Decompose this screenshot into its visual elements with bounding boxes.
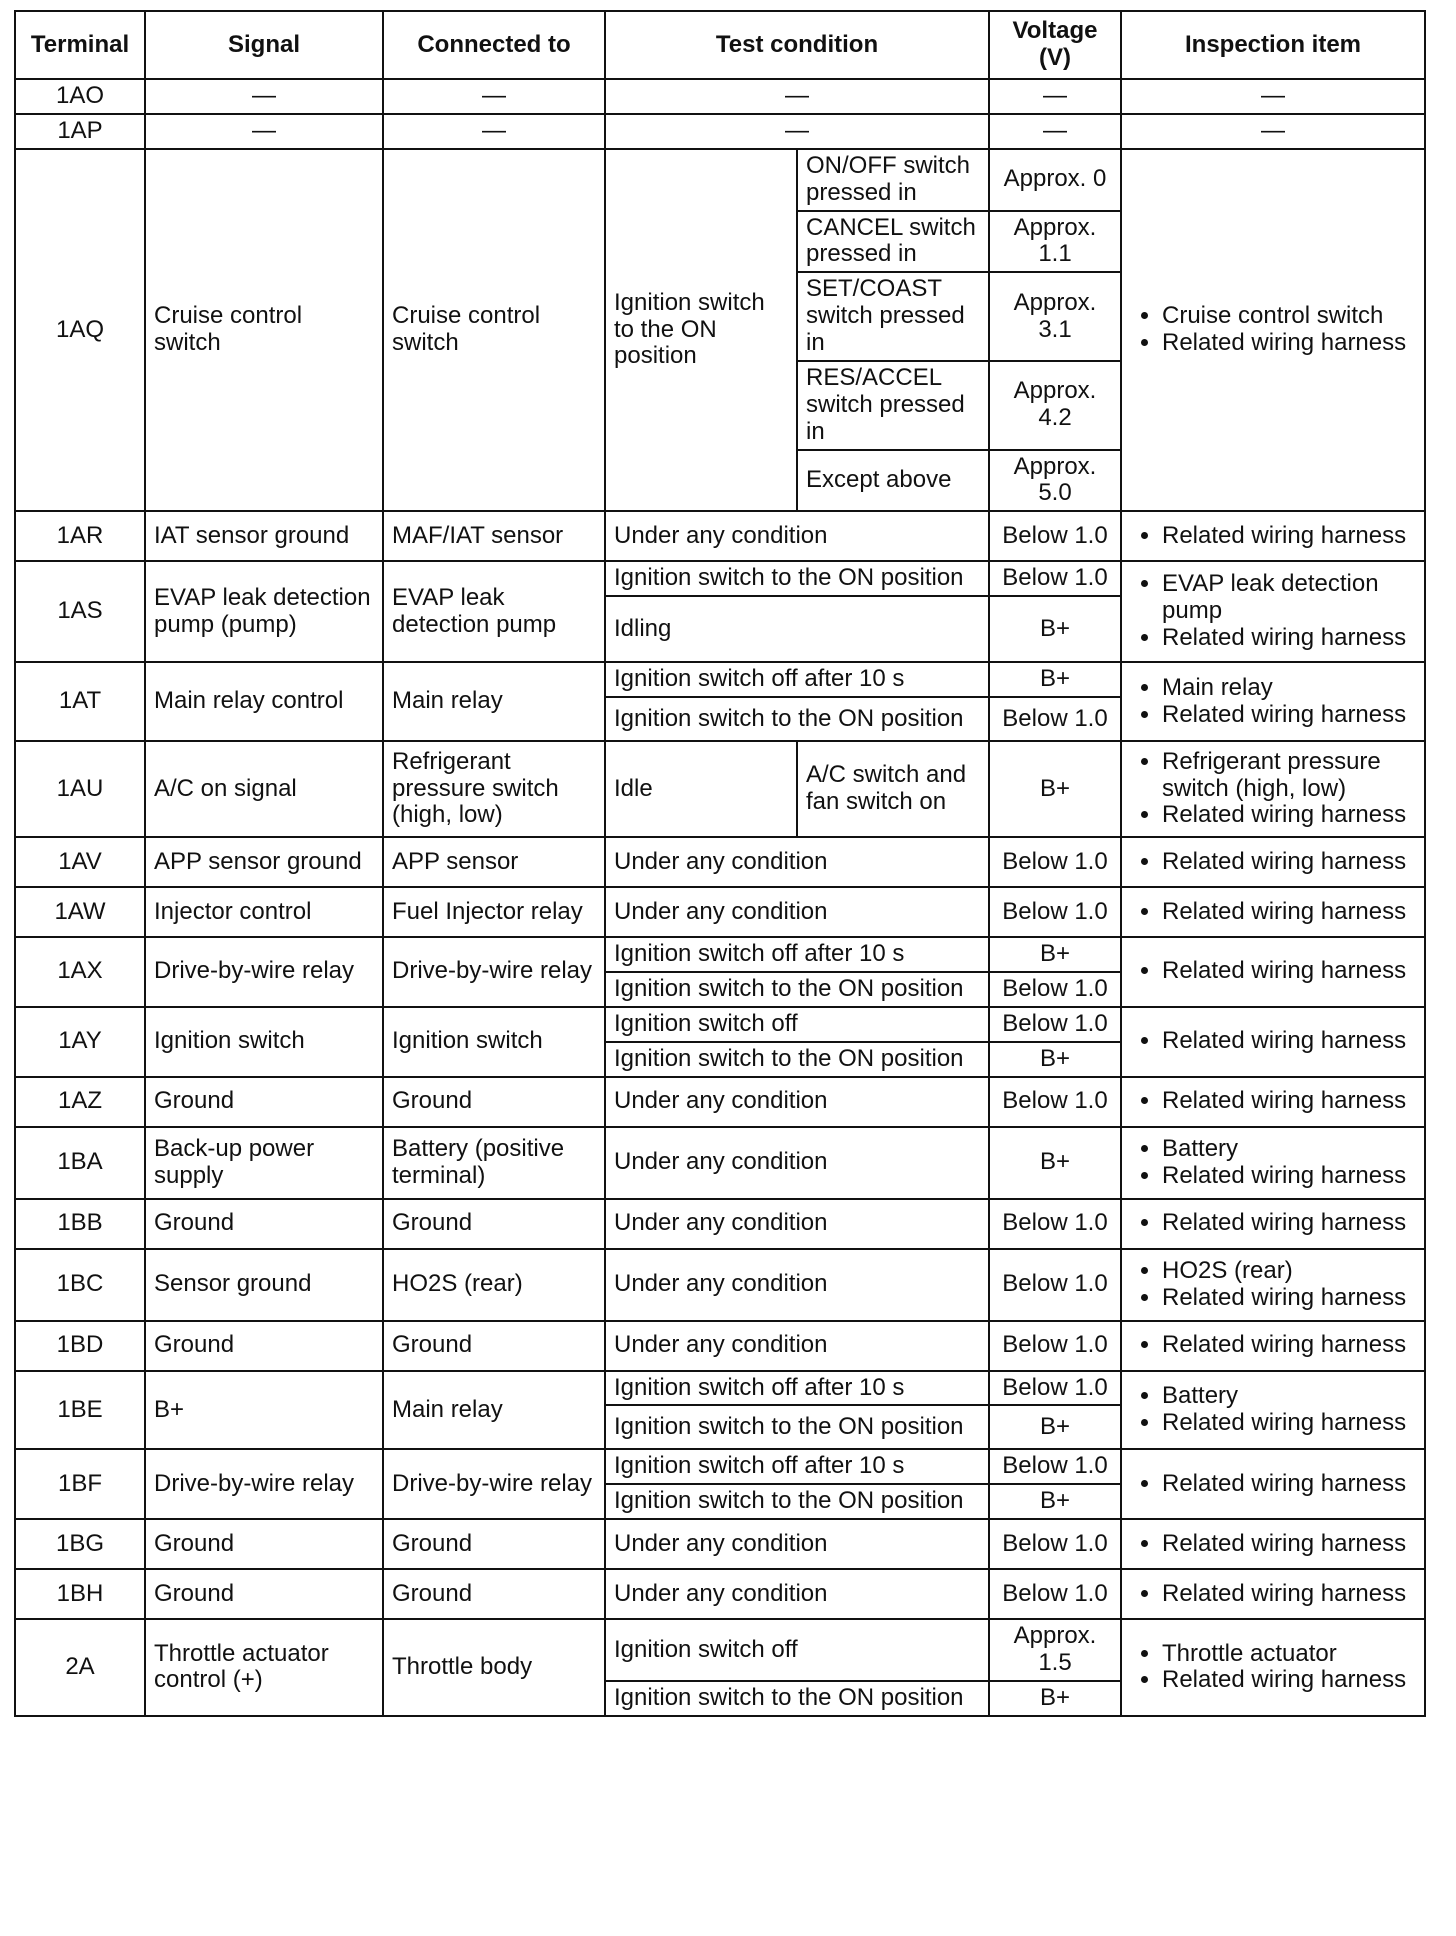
table-row <box>15 149 1425 211</box>
terminal-cell: 1AQ <box>15 149 145 512</box>
test-condition-cell: — <box>605 114 989 149</box>
voltage-cell: Below 1.0 <box>989 1449 1121 1484</box>
test-condition-cell: A/C switch and fan switch on <box>797 741 989 837</box>
table-row <box>15 1007 1425 1042</box>
voltage-cell: B+ <box>989 662 1121 697</box>
test-condition-cell: — <box>605 79 989 114</box>
table-row <box>15 937 1425 972</box>
table-row <box>15 1199 1425 1249</box>
inspection-item: • Refrigerant pressure switch (high, low) <box>1162 749 1420 803</box>
test-condition-cell: Under any condition <box>605 1569 989 1619</box>
signal-cell: Ignition switch <box>145 1007 383 1077</box>
test-condition-cell: Ignition switch off after 10 s <box>605 1371 989 1406</box>
voltage-cell: Below 1.0 <box>989 887 1121 937</box>
inspection-list <box>1132 1383 1420 1437</box>
terminal-cell: 1BE <box>15 1371 145 1450</box>
terminal-cell: 1AW <box>15 887 145 937</box>
inspection-list <box>1132 1471 1420 1498</box>
terminal-cell: 1AX <box>15 937 145 1007</box>
terminal-cell: 1BA <box>15 1127 145 1199</box>
inspection-item: • HO2S (rear) <box>1162 1258 1420 1285</box>
test-condition-cell: CANCEL switch pressed in <box>797 211 989 273</box>
test-condition-cell: Ignition switch to the ON position <box>605 1681 989 1716</box>
table-row <box>15 1449 1425 1484</box>
signal-cell: Throttle actuator control (+) <box>145 1619 383 1716</box>
voltage-cell: Below 1.0 <box>989 837 1121 887</box>
terminal-cell: 1BD <box>15 1321 145 1371</box>
voltage-cell: B+ <box>989 937 1121 972</box>
inspection-item: • Related wiring harness <box>1162 1531 1420 1558</box>
connected-to-cell: Ground <box>383 1199 605 1249</box>
voltage-cell: B+ <box>989 1681 1121 1716</box>
test-condition-cell: RES/ACCEL switch pressed in <box>797 361 989 450</box>
terminal-inspection-table <box>14 10 1426 1717</box>
inspection-list <box>1132 523 1420 550</box>
signal-cell: IAT sensor ground <box>145 511 383 561</box>
voltage-cell: B+ <box>989 1484 1121 1519</box>
signal-cell: Cruise control switch <box>145 149 383 512</box>
connected-to-cell: EVAP leak detection pump <box>383 561 605 662</box>
terminal-cell: 1AZ <box>15 1077 145 1127</box>
signal-cell: APP sensor ground <box>145 837 383 887</box>
test-condition-cell: Idling <box>605 596 989 662</box>
terminal-cell: 1AR <box>15 511 145 561</box>
inspection-cell <box>1121 1199 1425 1249</box>
signal-cell: EVAP leak detection pump (pump) <box>145 561 383 662</box>
terminal-cell: 1AS <box>15 561 145 662</box>
voltage-cell: Below 1.0 <box>989 1569 1121 1619</box>
inspection-item: • Cruise control switch <box>1162 303 1420 330</box>
signal-cell: Main relay control <box>145 662 383 741</box>
signal-cell: Ground <box>145 1569 383 1619</box>
voltage-cell: Below 1.0 <box>989 1249 1121 1321</box>
test-condition-cell: Ignition switch to the ON position <box>605 1484 989 1519</box>
signal-cell: Injector control <box>145 887 383 937</box>
voltage-cell: Below 1.0 <box>989 561 1121 596</box>
voltage-cell: Below 1.0 <box>989 1077 1121 1127</box>
inspection-cell <box>1121 1007 1425 1077</box>
inspection-cell <box>1121 937 1425 1007</box>
test-condition-cell: Ignition switch off after 10 s <box>605 662 989 697</box>
terminal-cell: 1AP <box>15 114 145 149</box>
connected-to-cell: APP sensor <box>383 837 605 887</box>
inspection-item: • Related wiring harness <box>1162 802 1420 829</box>
inspection-cell <box>1121 149 1425 512</box>
table-row <box>15 1321 1425 1371</box>
test-condition-cell: Ignition switch to the ON position <box>605 561 989 596</box>
inspection-item: • Related wiring harness <box>1162 1285 1420 1312</box>
table-row <box>15 1371 1425 1406</box>
voltage-cell: Approx. 1.1 <box>989 211 1121 273</box>
test-condition-cell: Ignition switch to the ON position <box>605 1405 989 1449</box>
test-condition-cell: Under any condition <box>605 1321 989 1371</box>
inspection-list <box>1132 899 1420 926</box>
test-condition-cell: Under any condition <box>605 1249 989 1321</box>
inspection-cell <box>1121 662 1425 741</box>
connected-to-cell: Battery (positive terminal) <box>383 1127 605 1199</box>
terminal-cell: 1AO <box>15 79 145 114</box>
inspection-item: • Battery <box>1162 1136 1420 1163</box>
voltage-cell: Below 1.0 <box>989 1371 1121 1406</box>
inspection-item: • Throttle actuator <box>1162 1641 1420 1668</box>
signal-cell: — <box>145 114 383 149</box>
inspection-list <box>1132 749 1420 830</box>
table-body <box>15 79 1425 1716</box>
inspection-list <box>1132 675 1420 729</box>
terminal-cell: 1BH <box>15 1569 145 1619</box>
test-condition-cell: Ignition switch off <box>605 1007 989 1042</box>
test-condition-cell: Under any condition <box>605 1519 989 1569</box>
voltage-cell: Approx. 3.1 <box>989 272 1121 361</box>
connected-to-cell: Fuel Injector relay <box>383 887 605 937</box>
inspection-cell <box>1121 887 1425 937</box>
test-condition-cell: Ignition switch to the ON position <box>605 972 989 1007</box>
connected-to-cell: HO2S (rear) <box>383 1249 605 1321</box>
voltage-cell: Approx. 5.0 <box>989 450 1121 512</box>
table-row <box>15 837 1425 887</box>
header-voltage: Voltage (V) <box>989 11 1121 79</box>
inspection-item: • Related wiring harness <box>1162 1088 1420 1115</box>
table-row <box>15 511 1425 561</box>
inspection-item: • Related wiring harness <box>1162 1163 1420 1190</box>
inspection-list <box>1132 1531 1420 1558</box>
test-condition-cell: Ignition switch to the ON position <box>605 1042 989 1077</box>
inspection-cell <box>1121 561 1425 662</box>
signal-cell: Ground <box>145 1321 383 1371</box>
test-condition-cell: Under any condition <box>605 837 989 887</box>
header-test-condition: Test condition <box>605 11 989 79</box>
inspection-list <box>1132 303 1420 357</box>
inspection-cell <box>1121 1321 1425 1371</box>
inspection-item: • Related wiring harness <box>1162 1332 1420 1359</box>
test-condition-cell: SET/COAST switch pressed in <box>797 272 989 361</box>
inspection-item: • Related wiring harness <box>1162 958 1420 985</box>
connected-to-cell: — <box>383 114 605 149</box>
terminal-cell: 1BB <box>15 1199 145 1249</box>
voltage-cell: Approx. 1.5 <box>989 1619 1121 1681</box>
table-row <box>15 561 1425 596</box>
inspection-list <box>1132 1581 1420 1608</box>
table-row <box>15 741 1425 837</box>
connected-to-cell: Ignition switch <box>383 1007 605 1077</box>
test-condition-cell: Under any condition <box>605 1199 989 1249</box>
inspection-item: • Battery <box>1162 1383 1420 1410</box>
test-condition-cell: Ignition switch to the ON position <box>605 697 989 741</box>
voltage-cell: B+ <box>989 1042 1121 1077</box>
inspection-item: • EVAP leak detection pump <box>1162 571 1420 625</box>
inspection-item: • Related wiring harness <box>1162 1210 1420 1237</box>
signal-cell: — <box>145 79 383 114</box>
connected-to-cell: — <box>383 79 605 114</box>
voltage-cell: Below 1.0 <box>989 1321 1121 1371</box>
connected-to-cell: Cruise control switch <box>383 149 605 512</box>
table-row <box>15 887 1425 937</box>
terminal-cell: 2A <box>15 1619 145 1716</box>
inspection-item: • Related wiring harness <box>1162 330 1420 357</box>
inspection-item: • Related wiring harness <box>1162 702 1420 729</box>
connected-to-cell: Ground <box>383 1519 605 1569</box>
inspection-item: • Related wiring harness <box>1162 899 1420 926</box>
voltage-cell: Approx. 0 <box>989 149 1121 211</box>
inspection-list <box>1132 1332 1420 1359</box>
inspection-cell <box>1121 1077 1425 1127</box>
connected-to-cell: MAF/IAT sensor <box>383 511 605 561</box>
header-row <box>15 11 1425 79</box>
terminal-cell: 1AT <box>15 662 145 741</box>
inspection-list <box>1132 1088 1420 1115</box>
test-condition-cell: Under any condition <box>605 887 989 937</box>
inspection-list <box>1132 1210 1420 1237</box>
test-condition-cell: Except above <box>797 450 989 512</box>
terminal-cell: 1BC <box>15 1249 145 1321</box>
inspection-cell <box>1121 1371 1425 1450</box>
inspection-list <box>1132 1641 1420 1695</box>
voltage-cell: Below 1.0 <box>989 1519 1121 1569</box>
inspection-item: • Main relay <box>1162 675 1420 702</box>
inspection-item: • Related wiring harness <box>1162 625 1420 652</box>
test-condition-cell: Under any condition <box>605 511 989 561</box>
header-signal: Signal <box>145 11 383 79</box>
inspection-list <box>1132 1258 1420 1312</box>
connected-to-cell: Throttle body <box>383 1619 605 1716</box>
connected-to-cell: Main relay <box>383 1371 605 1450</box>
inspection-cell <box>1121 1569 1425 1619</box>
table-row <box>15 1569 1425 1619</box>
connected-to-cell: Main relay <box>383 662 605 741</box>
test-condition-cell: Under any condition <box>605 1127 989 1199</box>
connected-to-cell: Drive-by-wire relay <box>383 937 605 1007</box>
inspection-cell: — <box>1121 79 1425 114</box>
test-condition-cell: Ignition switch off after 10 s <box>605 1449 989 1484</box>
table-row <box>15 1619 1425 1681</box>
connected-to-cell: Ground <box>383 1569 605 1619</box>
terminal-cell: 1AU <box>15 741 145 837</box>
connected-to-cell: Drive-by-wire relay <box>383 1449 605 1519</box>
voltage-cell: Below 1.0 <box>989 697 1121 741</box>
table-row <box>15 1249 1425 1321</box>
inspection-list <box>1132 1028 1420 1055</box>
signal-cell: Back-up power supply <box>145 1127 383 1199</box>
inspection-list <box>1132 958 1420 985</box>
table-row <box>15 662 1425 697</box>
main-condition-cell: Idle <box>605 741 797 837</box>
main-condition-cell: Ignition switch to the ON position <box>605 149 797 512</box>
table-row <box>15 1127 1425 1199</box>
voltage-cell: B+ <box>989 596 1121 662</box>
voltage-cell: Below 1.0 <box>989 1007 1121 1042</box>
voltage-cell: B+ <box>989 1405 1121 1449</box>
table-row <box>15 79 1425 114</box>
inspection-item: • Related wiring harness <box>1162 1471 1420 1498</box>
signal-cell: Drive-by-wire relay <box>145 937 383 1007</box>
terminal-cell: 1BF <box>15 1449 145 1519</box>
test-condition-cell: Under any condition <box>605 1077 989 1127</box>
voltage-cell: Below 1.0 <box>989 972 1121 1007</box>
inspection-cell <box>1121 1449 1425 1519</box>
voltage-cell: Approx. 4.2 <box>989 361 1121 450</box>
header-inspection-item: Inspection item <box>1121 11 1425 79</box>
inspection-list <box>1132 571 1420 652</box>
inspection-item: • Related wiring harness <box>1162 849 1420 876</box>
voltage-cell: Below 1.0 <box>989 511 1121 561</box>
inspection-cell <box>1121 1127 1425 1199</box>
signal-cell: Drive-by-wire relay <box>145 1449 383 1519</box>
inspection-item: • Related wiring harness <box>1162 1028 1420 1055</box>
signal-cell: A/C on signal <box>145 741 383 837</box>
connected-to-cell: Refrigerant pressure switch (high, low) <box>383 741 605 837</box>
voltage-cell: Below 1.0 <box>989 1199 1121 1249</box>
inspection-item: • Related wiring harness <box>1162 1667 1420 1694</box>
inspection-item: • Related wiring harness <box>1162 1410 1420 1437</box>
inspection-cell: — <box>1121 114 1425 149</box>
inspection-item: • Related wiring harness <box>1162 523 1420 550</box>
terminal-cell: 1AY <box>15 1007 145 1077</box>
inspection-list <box>1132 849 1420 876</box>
inspection-item: • Related wiring harness <box>1162 1581 1420 1608</box>
test-condition-cell: Ignition switch off <box>605 1619 989 1681</box>
signal-cell: Ground <box>145 1077 383 1127</box>
signal-cell: Sensor ground <box>145 1249 383 1321</box>
inspection-cell <box>1121 837 1425 887</box>
test-condition-cell: Ignition switch off after 10 s <box>605 937 989 972</box>
inspection-cell <box>1121 1619 1425 1716</box>
table-row <box>15 114 1425 149</box>
table-row <box>15 1519 1425 1569</box>
inspection-list <box>1132 1136 1420 1190</box>
inspection-cell <box>1121 511 1425 561</box>
signal-cell: Ground <box>145 1519 383 1569</box>
voltage-cell: — <box>989 114 1121 149</box>
signal-cell: B+ <box>145 1371 383 1450</box>
test-condition-cell: ON/OFF switch pressed in <box>797 149 989 211</box>
voltage-cell: — <box>989 79 1121 114</box>
terminal-cell: 1AV <box>15 837 145 887</box>
inspection-cell <box>1121 1519 1425 1569</box>
signal-cell: Ground <box>145 1199 383 1249</box>
header-terminal: Terminal <box>15 11 145 79</box>
connected-to-cell: Ground <box>383 1077 605 1127</box>
table-row <box>15 1077 1425 1127</box>
header-connected-to: Connected to <box>383 11 605 79</box>
inspection-cell <box>1121 1249 1425 1321</box>
connected-to-cell: Ground <box>383 1321 605 1371</box>
terminal-cell: 1BG <box>15 1519 145 1569</box>
voltage-cell: B+ <box>989 1127 1121 1199</box>
voltage-cell: B+ <box>989 741 1121 837</box>
inspection-cell <box>1121 741 1425 837</box>
